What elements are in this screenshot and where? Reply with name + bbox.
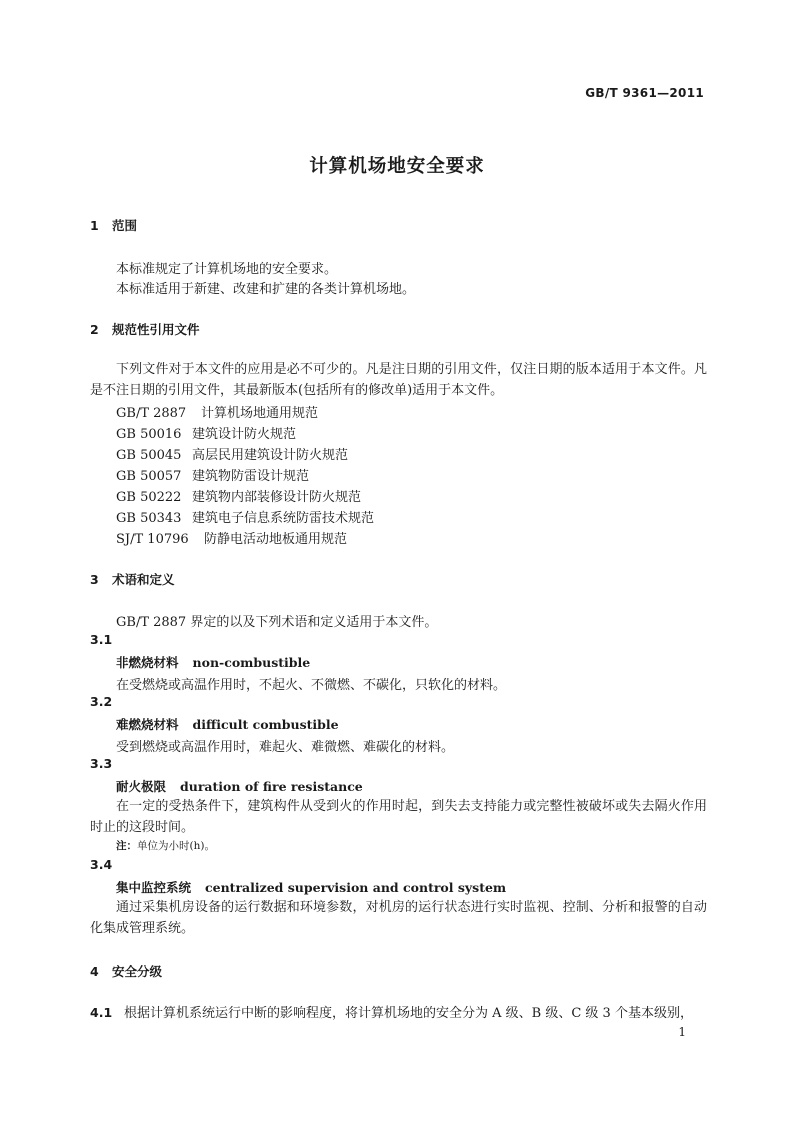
reference-code: GB 50057 (116, 469, 182, 484)
section-title: 术语和定义 (112, 572, 175, 587)
clause-text: 根据计算机系统运行中断的影响程度，将计算机场地的安全分为 A 级、B 级、C 级 3 个基本级别， (124, 1006, 693, 1021)
term-heading (116, 653, 310, 671)
term-zh: 耐火极限 (116, 779, 167, 794)
reference-code: GB 50222 (116, 490, 182, 505)
term-heading (116, 715, 339, 733)
note (116, 838, 215, 853)
reference-code: GB 50045 (116, 448, 182, 463)
section-heading-4 (90, 962, 162, 980)
reference-name: 计算机场地通用规范 (201, 406, 319, 421)
term-zh: 难燃烧材料 (116, 717, 179, 732)
section-title: 范围 (112, 218, 138, 233)
term-definition: 在一定的受热条件下，建筑构件从受到火的作用时起，到失去支持能力或完整性被破坏或失去隔火作用时止的这段时间。 (90, 799, 707, 835)
reference-item (116, 528, 347, 547)
term-en: centralized supervision and control system (205, 880, 507, 895)
reference-item (116, 402, 318, 421)
section-number: 1 (90, 218, 99, 233)
section-heading-1 (90, 216, 137, 234)
paragraph: 下列文件对于本文件的应用是必不可少的。凡是注日期的引用文件，仅注日期的版本适用于本文件。凡是不注日期的引用文件，其最新版本(包括所有的修改单)适用于本文件。 (90, 362, 707, 398)
reference-name: 建筑物防雷设计规范 (192, 469, 310, 484)
page-number: 1 (678, 1025, 686, 1039)
section-number: 2 (90, 322, 99, 337)
reference-name: 高层民用建筑设计防火规范 (192, 448, 349, 463)
clause-4-1 (90, 1002, 693, 1021)
reference-code: GB 50016 (116, 427, 182, 442)
term-en: difficult combustible (192, 717, 339, 732)
note-label: 注： (116, 840, 137, 852)
paragraph: 本标准规定了计算机场地的安全要求。 (116, 262, 338, 277)
term-definition: 受到燃烧或高温作用时，难起火、难微燃、难碳化的材料。 (116, 740, 455, 755)
clause-number: 3.1 (90, 632, 113, 647)
reference-name: 建筑电子信息系统防雷技术规范 (192, 511, 375, 526)
section-heading-3 (90, 570, 175, 588)
reference-name: 建筑物内部装修设计防火规范 (192, 490, 362, 505)
paragraph: GB/T 2887 界定的以及下列术语和定义适用于本文件。 (116, 615, 438, 630)
reference-item (116, 465, 309, 484)
reference-code: GB/T 2887 (116, 406, 187, 421)
term-definition: 在受燃烧或高温作用时，不起火、不微燃、不碳化，只软化的材料。 (116, 678, 507, 693)
section-number: 3 (90, 572, 99, 587)
section-title: 安全分级 (112, 964, 163, 979)
reference-name: 防静电活动地板通用规范 (204, 532, 348, 547)
reference-code: GB 50343 (116, 511, 182, 526)
section-heading-2 (90, 320, 200, 338)
term-zh: 集中监控系统 (116, 880, 192, 895)
term-heading (116, 878, 506, 896)
section-number: 4 (90, 964, 99, 979)
reference-code: SJ/T 10796 (116, 532, 189, 547)
term-definition: 通过采集机房设备的运行数据和环境参数，对机房的运行状态进行实时监视、控制、分析和报警的自动化集成管理系统。 (90, 900, 707, 936)
clause-number: 3.2 (90, 694, 113, 709)
term-zh: 非燃烧材料 (116, 655, 179, 670)
term-en: duration of fire resistance (180, 779, 363, 794)
reference-item (116, 507, 374, 526)
section-title: 规范性引用文件 (112, 322, 200, 337)
reference-name: 建筑设计防火规范 (192, 427, 297, 442)
clause-number: 3.3 (90, 756, 113, 771)
clause-number: 3.4 (90, 857, 113, 872)
reference-item (116, 444, 348, 463)
page-title: 计算机场地安全要求 (309, 156, 485, 177)
note-text: 单位为小时(h)。 (137, 840, 215, 852)
standard-code: GB/T 9361—2011 (585, 86, 704, 100)
reference-item (116, 486, 361, 505)
term-en: non-combustible (192, 655, 311, 670)
reference-item (116, 423, 296, 442)
paragraph: 本标准适用于新建、改建和扩建的各类计算机场地。 (116, 282, 416, 297)
term-heading (116, 777, 363, 795)
clause-number: 4.1 (90, 1005, 113, 1020)
